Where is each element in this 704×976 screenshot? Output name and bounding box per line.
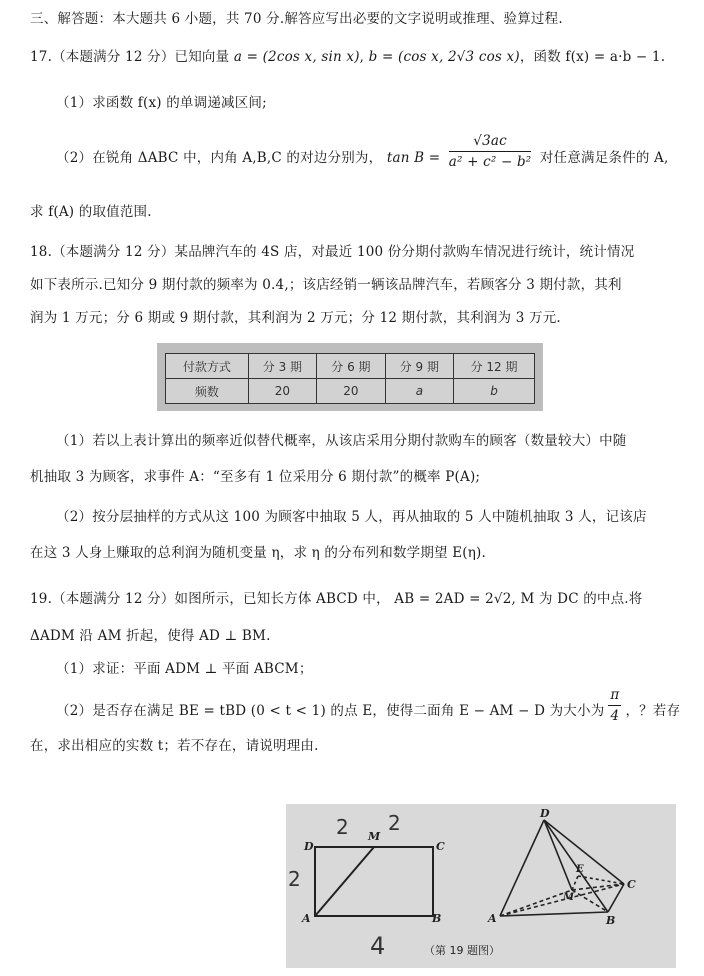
table-cell: 分 3 期 — [248, 354, 316, 379]
q18-p1-line1: （1）若以上表计算出的频率近似替代概率，从该店采用分期付款购车的顾客（数量较大）中随 — [56, 433, 627, 449]
table-cell: 付款方式 — [166, 354, 249, 379]
label-b-left: B — [432, 912, 442, 925]
q18-line3: 润为 1 万元；分 6 期或 9 期付款，其利润为 2 万元；分 12 期付款，其利润为 3 万元. — [30, 310, 561, 326]
figure-photo — [286, 804, 676, 968]
q17-func: ，函数 f(x) = a·b − 1. — [519, 49, 666, 65]
q17-part2-c: 求 f(A) 的取值范围. — [30, 204, 152, 220]
handwritten-2-left: 2 — [288, 867, 301, 891]
table-cell: a — [385, 379, 453, 404]
table-row — [166, 379, 535, 404]
table-cell: 20 — [317, 379, 385, 404]
q17-part2-b: 对任意满足条件的 A, — [539, 150, 669, 166]
section-heading: 三、解答题：本大题共 6 小题，共 70 分.解答应写出必要的文字说明或推理、验算过程. — [30, 11, 563, 27]
q17-part2-line — [56, 133, 669, 171]
q19-part2-a: （2）是否存在满足 BE = tBD (0 < t < 1) 的点 E，使得二面角 E − AM − D 为大小为 — [56, 703, 605, 719]
table-cell: 频数 — [166, 379, 249, 404]
q17-frac-den: a² + c² − b² — [448, 154, 532, 170]
q19-pi-fraction — [608, 686, 621, 725]
label-m-right: M — [563, 892, 575, 903]
label-d-right: D — [540, 807, 550, 820]
q19-part2-line — [56, 687, 681, 725]
q17-part2-a: （2）在锐角 ΔABC 中，内角 A,B,C 的对边分别为， — [56, 150, 383, 166]
q17-vec-b: b = (cos x, 2√3 cos x) — [368, 49, 520, 65]
q17-line1: 17.（本题满分 12 分）已知向量 a = (2cos x, sin x), b = (cos x, 2√3 cos x)，函数 f(x) = a·b − 1. — [30, 49, 666, 65]
label-m-left: M — [368, 830, 381, 843]
q19-pi-den: 4 — [610, 708, 620, 724]
table-cell: 分 12 期 — [454, 354, 535, 379]
rectangle-abcd — [315, 847, 433, 916]
q19-pi-num: π — [608, 686, 621, 706]
table-header-row — [166, 354, 535, 379]
q18-line2: 如下表所示.已知分 9 期付款的频率为 0.4,；该店经销一辆该品牌汽车，若顾客分 3 期付款，其利 — [30, 277, 622, 293]
label-b-right: B — [606, 914, 616, 927]
payment-table-photo — [157, 343, 543, 411]
label-a-right: A — [488, 912, 497, 925]
q18-p2-line2: 在这 3 人身上赚取的总利润为随机变量 η，求 η 的分布列和数学期望 E(η). — [30, 545, 486, 561]
table-cell: 20 — [248, 379, 316, 404]
q19-part2-c: 在，求出相应的实数 t；若不存在，请说明理由. — [30, 738, 319, 754]
folded-solid — [500, 820, 624, 916]
handwritten-2-top-right: 2 — [388, 811, 401, 835]
q19-part2-b: ，？若存 — [625, 703, 681, 719]
q17-tan: tan B = — [386, 150, 441, 166]
q19-line1: 19.（本题满分 12 分）如图所示，已知长方体 ABCD 中， AB = 2AD = 2√2, M 为 DC 的中点.将 — [30, 591, 643, 607]
label-c-right: C — [627, 878, 636, 891]
label-a-left: A — [302, 912, 311, 925]
figure-svg — [286, 804, 676, 968]
q18-line1: 18.（本题满分 12 分）某品牌汽车的 4S 店，对最近 100 份分期付款购车情况进行统计，统计情况 — [30, 244, 635, 260]
figure-caption: （第 19 题图） — [424, 944, 500, 957]
q17-head: 17.（本题满分 12 分）已知向量 — [30, 49, 230, 65]
label-c-left: C — [436, 840, 445, 853]
table-cell: 分 9 期 — [385, 354, 453, 379]
q17-vec-a: a = (2cos x, sin x) — [233, 49, 360, 65]
payment-table — [165, 353, 535, 404]
label-e-right: E — [576, 864, 584, 875]
q17-frac-num: √3ac — [449, 132, 532, 152]
q18-p2-line1: （2）按分层抽样的方式从这 100 为顾客中抽取 5 人，再从抽取的 5 人中随机抽取 3 人，记该店 — [56, 509, 647, 525]
q18-p1-line2: 机抽取 3 为顾客，求事件 A：“至多有 1 位采用分 6 期付款”的概率 P(A); — [30, 469, 481, 485]
table-cell: b — [454, 379, 535, 404]
q19-line2: ΔADM 沿 AM 折起，使得 AD ⊥ BM. — [30, 628, 271, 644]
segment-am — [315, 847, 374, 916]
handwritten-2-top-left: 2 — [336, 815, 349, 839]
label-d-left: D — [304, 840, 314, 853]
table-cell: 分 6 期 — [317, 354, 385, 379]
handwritten-4-bottom: 4 — [370, 932, 386, 960]
q17-fraction — [449, 132, 532, 171]
q17-part1: （1）求函数 f(x) 的单调递减区间; — [56, 95, 267, 111]
q19-part1: （1）求证：平面 ADM ⊥ 平面 ABCM； — [56, 661, 313, 677]
